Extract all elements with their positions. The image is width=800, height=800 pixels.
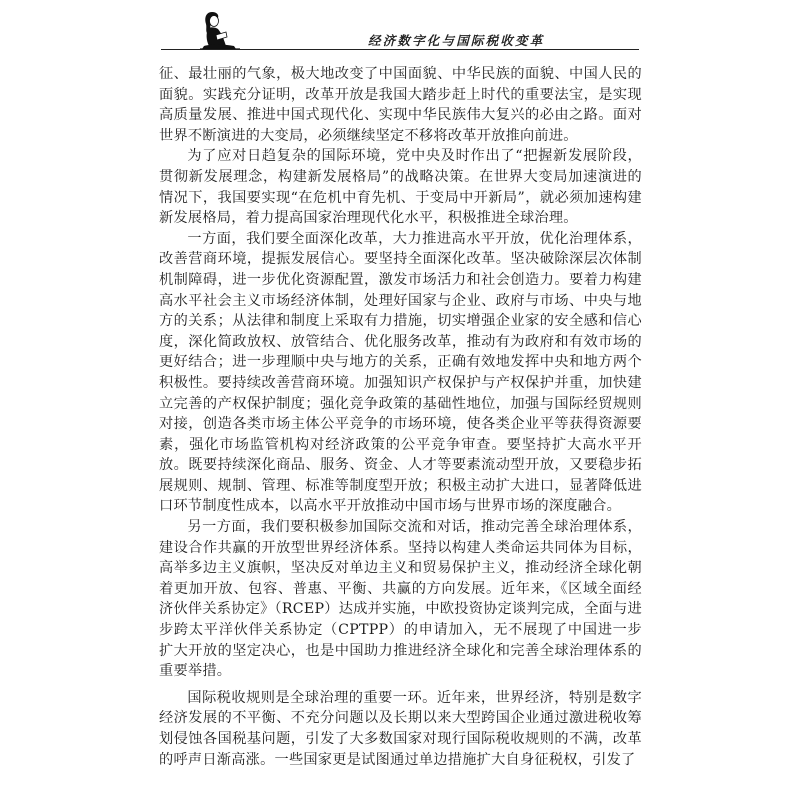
running-head-title: 经济数字化与国际税收变革 <box>368 33 545 48</box>
paragraph-2: 为了应对日趋复杂的国际环境，党中央及时作出了“把握新发展阶段，贯彻新发展理念，构建新发展格局”的战略决策。在世界大变局加速演进的情况下，我国要实现“在危机中育先机、于变局中开新局”，就必须加速构建新发展格局，着力提高国家治理现代化水平，积极推进全球治理。 <box>159 148 642 227</box>
paragraph-1: 征、最壮丽的气象，极大地改变了中国面貌、中华民族的面貌、中国人民的面貌。实践充分证明，改革开放是我国大踏步赶上时代的重要法宝，是实现高质量发展、推进中国式现代化、实现中华民族伟大复兴的必由之路。面对世界不断演进的大变局，必须继续坚定不移将改革开放推向前进。 <box>159 66 642 144</box>
paragraph-3: 一方面，我们要全面深化改革，大力推进高水平开放，优化治理体系，改善营商环境，提振发展信心。要坚持全面深化改革。坚决破除深层次体制机制障碍，进一步优化资源配置，激发市场活力和社会创造力。要着力构建高水平社会主义市场经济体制，处理好国家与企业、政府与市场、中央与地方的关系；从法律和制度上采取有力措施，切实增强企业家的安全感和信心度，深化简政放权、放管结合、优化服务改革，推动有为政府和有效市场的更好结合；进一步理顺中央与地方的关系，正确有效地发挥中央和地方两个积极性。要持续改善营商环境。加强知识产权保护与产权保护并重，加快建立完善的产权保护制度；强化竞争政策的基础性地位，加强与国际经贸规则对接，创造各类市场主体公平竞争的市场环境，使各类企业平等获得资源要素，强化市场监管机构对经济政策的公平竞争审查。要坚持扩大高水平开放。既要持续深化商品、服务、资金、人才等要素流动型开放，又要稳步拓展规则、规制、管理、标准等制度型开放；积极主动扩大进口，显著降低进口环节制度性成本，以高水平开放推动中国市场与世界市场的深度融合。 <box>159 230 642 515</box>
paragraph-4: 另一方面，我们要积极参加国际交流和对话，推动完善全球治理体系，建设合作共赢的开放型世界经济体系。坚持以构建人类命运共同体为目标，高举多边主义旗帜，坚决反对单边主义和贸易保护主义，推动经济全球化朝着更加开放、包容、普惠、平衡、共赢的方向发展。近年来，《区域全面经济伙伴关系协定》（RCEP）达成并实施，中欧投资协定谈判完成，全面与进步跨太平洋伙伴关系协定（CPTPP）的申请加入，无不展现了中国进一步扩大开放的坚定决心，也是中国助力推进经济全球化和完善全球治理体系的重要举措。 <box>159 519 642 680</box>
page-header <box>0 0 800 60</box>
header-rule <box>161 49 639 50</box>
paragraph-5: 国际税收规则是全球治理的重要一环。近年来，世界经济，特别是数字经济发展的不平衡、不充分问题以及长期以来大型跨国企业通过激进税收筹划侵蚀各国税基问题，引发了大多数国家对现行国际税收规则的不满，改革的呼声日渐高涨。一些国家更是试图通过单边措施扩大自身征税权，引发了 <box>159 689 642 768</box>
page-body <box>159 64 642 770</box>
